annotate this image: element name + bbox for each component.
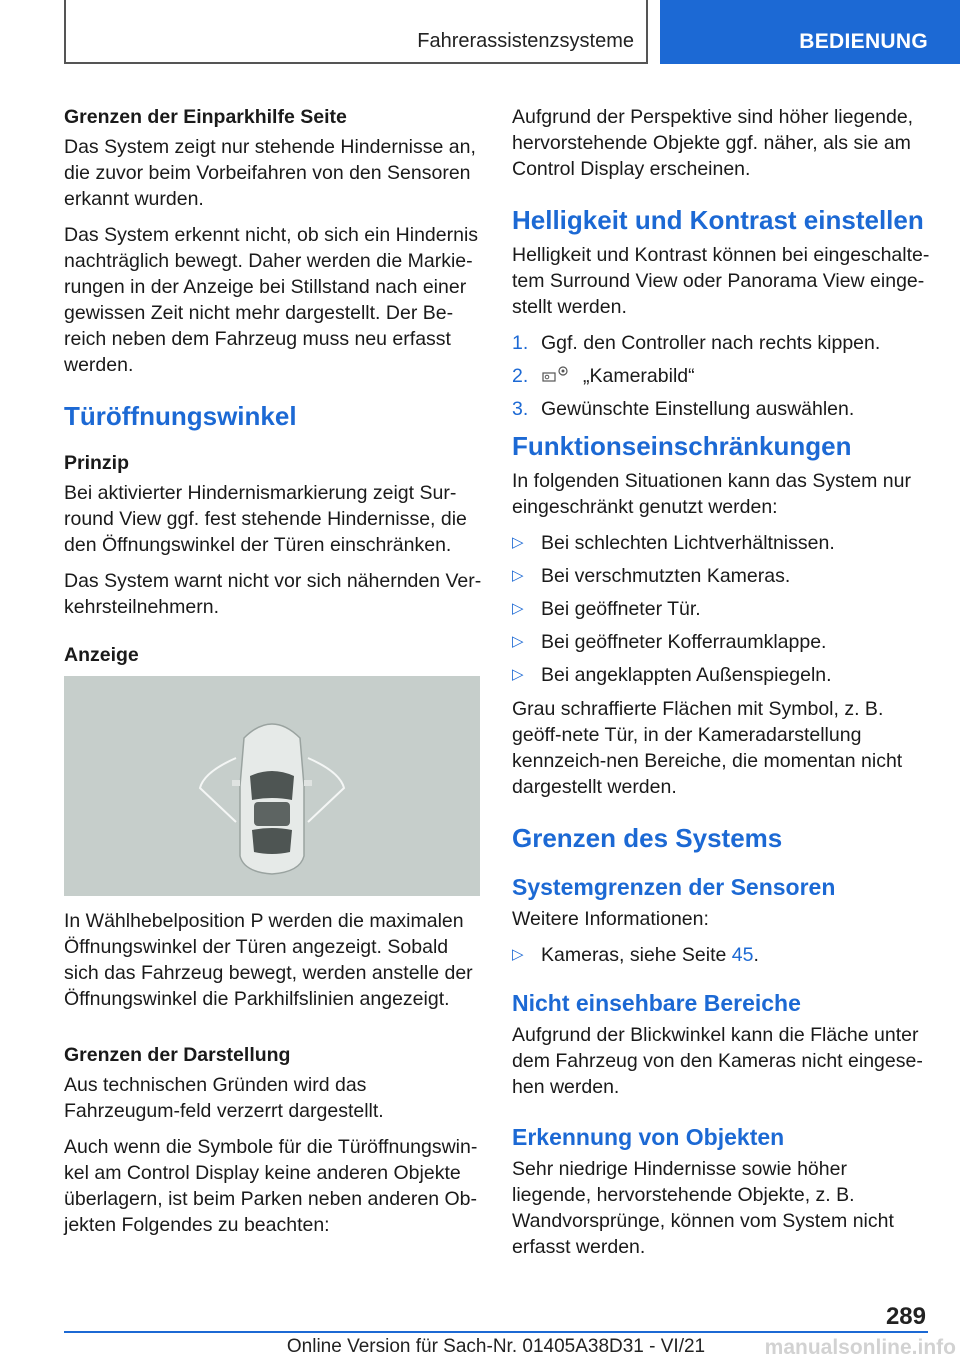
- paragraph: Das System erkennt nicht, ob sich ein Hindernis nachträglich bewegt. Daher werden die Markie-rungen in der Anzeige bei Stillstand nach einer gewissen Zeit nicht mehr dargestellt. Der Be-reich neben dem Fahrzeug muss neu erfasst werden.: [64, 224, 479, 376]
- header-section-box: [64, 0, 648, 64]
- step-text: Ggf. den Controller nach rechts kippen.: [541, 332, 881, 354]
- page-link-45[interactable]: 45: [731, 944, 754, 966]
- paragraph: Helligkeit und Kontrast können bei eingeschalte-tem Surround View oder Panorama View einge-stellt werden.: [512, 244, 930, 318]
- list-item: ▷ Bei geöffneter Kofferraumklappe.: [512, 631, 827, 653]
- triangle-right-icon: ▷: [512, 600, 524, 617]
- heading-grenzen-einparkhilfe: Grenzen der Einparkhilfe Seite: [64, 106, 347, 128]
- heading-nicht-einsehbare-bereiche: Nicht einsehbare Bereiche: [512, 990, 801, 1016]
- header-chapter-tab: [660, 0, 960, 64]
- page-number: 289: [885, 1303, 926, 1330]
- step-number: 3.: [512, 398, 529, 420]
- list-item: [512, 330, 930, 356]
- paragraph: Aufgrund der Blickwinkel kann die Fläche unter dem Fahrzeug von den Kameras nicht eingese-hen werden.: [512, 1024, 923, 1098]
- paragraph: Aus technischen Gründen wird das Fahrzeugum-feld verzerrt dargestellt.: [64, 1074, 384, 1122]
- triangle-right-icon: ▷: [512, 633, 524, 650]
- triangle-right-icon: ▷: [512, 567, 524, 584]
- list-item: ▷ Bei angeklappten Außenspiegeln.: [512, 664, 832, 686]
- triangle-right-icon: ▷: [512, 666, 524, 683]
- header-chapter-title: BEDIENUNG: [799, 30, 928, 53]
- watermark-logo: manualsonline.info: [764, 1336, 956, 1359]
- step-text: „Kamerabild“: [583, 365, 695, 387]
- heading-grenzen-darstellung: Grenzen der Darstellung: [64, 1044, 291, 1066]
- paragraph: Sehr niedrige Hindernisse sowie höher liegende, hervorstehende Objekte, z. B. Wandvorsprünge, können vom System nicht erfasst werden.: [512, 1158, 894, 1258]
- paragraph: Auch wenn die Symbole für die Türöffnungswin-kel am Control Display keine anderen Objekte überlagern, ist beim Parken neben anderen Ob-jekten Folgendes zu beachten:: [64, 1136, 478, 1236]
- left-column: [64, 104, 482, 1248]
- step-number: 2.: [512, 365, 529, 387]
- heading-helligkeit-kontrast: Helligkeit und Kontrast einstellen: [512, 205, 924, 235]
- car-top-view-illustration: [64, 676, 480, 896]
- list-item: ▷ Bei verschmutzten Kameras.: [512, 565, 791, 587]
- paragraph: In folgenden Situationen kann das System nur eingeschränkt genutzt werden:: [512, 470, 911, 518]
- paragraph: Das System warnt nicht vor sich nähernden Ver-kehrsteilnehmern.: [64, 570, 482, 618]
- steps-list: [512, 330, 930, 422]
- paragraph: In Wählhebelposition P werden die maximalen Öffnungswinkel der Türen angezeigt. Sobald sich das Fahrzeug bewegt, werden anstelle der Öffnungswinkel die Parkhilfslinien angezeigt.: [64, 910, 473, 1010]
- right-column: [512, 104, 930, 1270]
- triangle-right-icon: ▷: [512, 534, 524, 551]
- heading-tueroeffnungswinkel: Türöffnungswinkel: [64, 401, 297, 431]
- step-text: Gewünschte Einstellung auswählen.: [541, 398, 855, 420]
- heading-funktionseinschraenkungen: Funktionseinschränkungen: [512, 431, 852, 461]
- door-angle-figure: [64, 676, 480, 896]
- sensor-list: [512, 942, 930, 968]
- footer-divider: [64, 1331, 928, 1333]
- list-item: [512, 396, 930, 422]
- heading-prinzip: Prinzip: [64, 452, 130, 474]
- paragraph: Aufgrund der Perspektive sind höher liegende, hervorstehende Objekte ggf. näher, als sie am Control Display erscheinen.: [512, 106, 914, 180]
- paragraph: Weitere Informationen:: [512, 908, 709, 930]
- camera-settings-icon: [541, 364, 571, 386]
- list-item: [512, 363, 930, 389]
- limitations-list: [512, 530, 930, 688]
- heading-erkennung-objekten: Erkennung von Objekten: [512, 1124, 785, 1150]
- triangle-right-icon: ▷: [512, 946, 524, 963]
- paragraph: Das System zeigt nur stehende Hindernisse an, die zuvor beim Vorbeifahren von den Sensoren erkannt wurden.: [64, 136, 476, 210]
- paragraph: Bei aktivierter Hindernismarkierung zeigt Sur-round View ggf. fest stehende Hindernisse, die den Öffnungswinkel der Türen einschränken.: [64, 482, 467, 556]
- heading-grenzen-systems: Grenzen des Systems: [512, 823, 783, 853]
- list-item: ▷ Bei geöffneter Tür.: [512, 598, 701, 620]
- heading-anzeige: Anzeige: [64, 644, 139, 666]
- list-item: ▷ Bei schlechten Lichtverhältnissen.: [512, 532, 835, 554]
- paragraph: Grau schraffierte Flächen mit Symbol, z. B. geöff-nete Tür, in der Kameradarstellung kennzeich-nen Bereiche, die momentan nicht dargestellt werden.: [512, 698, 903, 798]
- list-item: ▷ Kameras, siehe Seite 45.: [512, 944, 759, 966]
- step-number: 1.: [512, 332, 529, 354]
- footer-online-version: Online Version für Sach-Nr. 01405A38D31 - VI/21: [286, 1336, 706, 1357]
- header-section-title: Fahrerassistenzsysteme: [417, 30, 634, 52]
- heading-systemgrenzen-sensoren: Systemgrenzen der Sensoren: [512, 874, 836, 900]
